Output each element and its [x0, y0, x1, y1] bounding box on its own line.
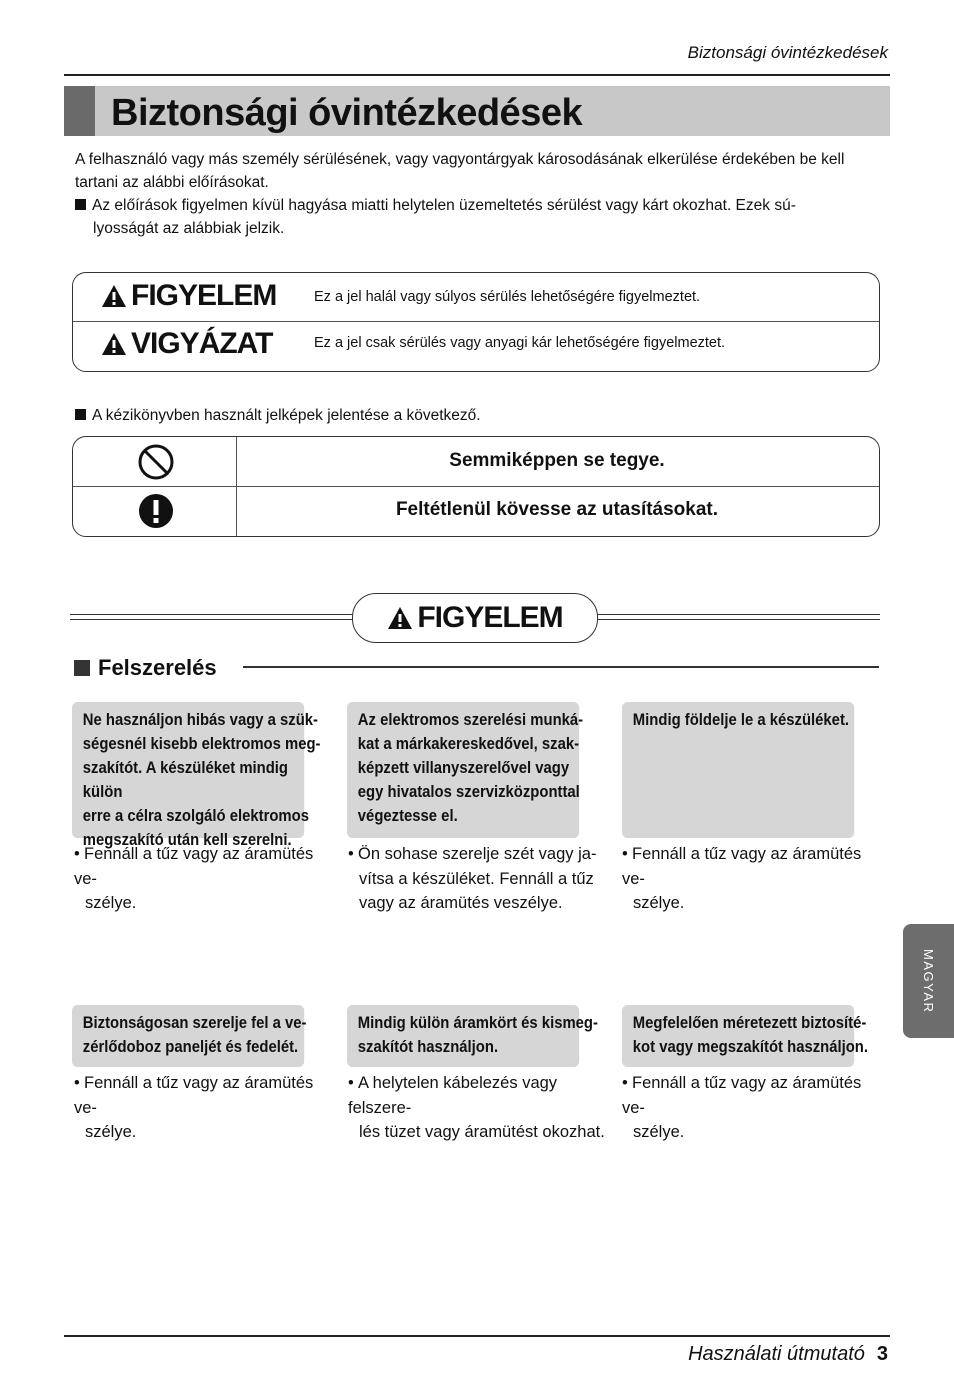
- footer: Használati útmutató 3: [688, 1343, 888, 1365]
- symbol-meaning-mandatory: Feltétlenül kövesse az utasításokat.: [395, 499, 719, 520]
- warning-description-vigyazat: Ez a jel csak sérülés vagy anyagi kár lehetőségére figyelmeztet.: [314, 335, 726, 351]
- caution-card: Mindig külön áramkört és kismeg- szakítót használjon.: [347, 1005, 579, 1067]
- divider: [73, 321, 879, 322]
- square-bullet-icon: [75, 199, 86, 210]
- figyelem-banner: FIGYELEM: [352, 593, 598, 643]
- section-square-icon: [74, 660, 90, 676]
- warning-label-figyelem: FIGYELEM: [101, 279, 276, 313]
- symbols-table: [72, 436, 880, 537]
- warning-label-vigyazat: VIGYÁZAT: [101, 327, 272, 361]
- caution-card: Mindig földelje le a készüléket.: [622, 702, 854, 838]
- divider: [73, 486, 879, 487]
- intro-bullet: Az előírások figyelmen kívül hagyása miatti helytelen üzemeltetés sérülést vagy kárt okozhat. Ezek sú- lyosságát az alábbiak jelzik.: [75, 194, 875, 240]
- card-note: • Fennáll a tűz vagy az áramütés ve- szélye.: [74, 845, 314, 912]
- intro-text: A felhasználó vagy más személy sérülésének, vagy vagyontárgyak károsodásának elkerülése érdekében be kell tartani az alábbi előírásokat.: [75, 151, 845, 191]
- section-rule: [243, 666, 879, 668]
- banner-rule-left: [70, 614, 353, 620]
- caution-card: Megfelelően méretezett biztosíté- kot vagy megszakítót használjon.: [622, 1005, 854, 1067]
- caution-card: Ne használjon hibás vagy a szük- ségesnél kisebb elektromos meg- szakítót. A készüléket mindig külön erre a célra szolgáló elektromos megszakító után kell szerelni.: [72, 702, 304, 838]
- page-number: 3: [876, 1343, 888, 1365]
- card-note: • Fennáll a tűz vagy az áramütés ve- szélye.: [74, 1074, 314, 1141]
- caution-card: Az elektromos szerelési munká- kat a márkakereskedővel, szak- képzett villanyszerelővel vagy egy hivatalos szervizközponttal végeztesse el.: [347, 702, 579, 838]
- card-note: • Ön sohase szerelje szét vagy ja- vítsa a készüléket. Fennáll a tűz vagy az áramütés veszélye.: [348, 845, 597, 912]
- caution-card: Biztonságosan szerelje fel a ve- zérlődoboz paneljét és fedelét.: [72, 1005, 304, 1067]
- warning-triangle-icon: [101, 332, 127, 356]
- header-rule: [64, 74, 890, 76]
- symbol-meaning-prohibited: Semmiképpen se tegye.: [449, 450, 665, 471]
- warning-levels-box: [72, 272, 880, 372]
- warning-triangle-icon: [101, 284, 127, 308]
- warning-description-figyelem: Ez a jel halál vagy súlyos sérülés lehetőségére figyelmeztet.: [314, 289, 701, 305]
- card-note: • Fennáll a tűz vagy az áramütés ve- szélye.: [622, 1074, 862, 1141]
- prohibition-icon: [138, 444, 174, 480]
- language-tab-label: MAGYAR: [921, 948, 936, 1014]
- section-heading: Felszerelés: [74, 655, 217, 681]
- warning-triangle-icon: [387, 606, 413, 630]
- banner-rule-right: [596, 614, 880, 620]
- footer-rule: [64, 1335, 890, 1337]
- card-note: • Fennáll a tűz vagy az áramütés ve- szélye.: [622, 845, 862, 912]
- card-note: • A helytelen kábelezés vagy felszere- lés tüzet vagy áramütést okozhat.: [348, 1074, 605, 1141]
- symbols-intro: A kézikönyvben használt jelképek jelentése a következő.: [75, 407, 481, 425]
- mandatory-icon: [138, 493, 174, 529]
- page-title: Biztonsági óvintézkedések: [111, 92, 583, 134]
- title-marker: [64, 86, 95, 136]
- running-header: Biztonsági óvintézkedések: [687, 43, 888, 62]
- square-bullet-icon: [75, 409, 86, 420]
